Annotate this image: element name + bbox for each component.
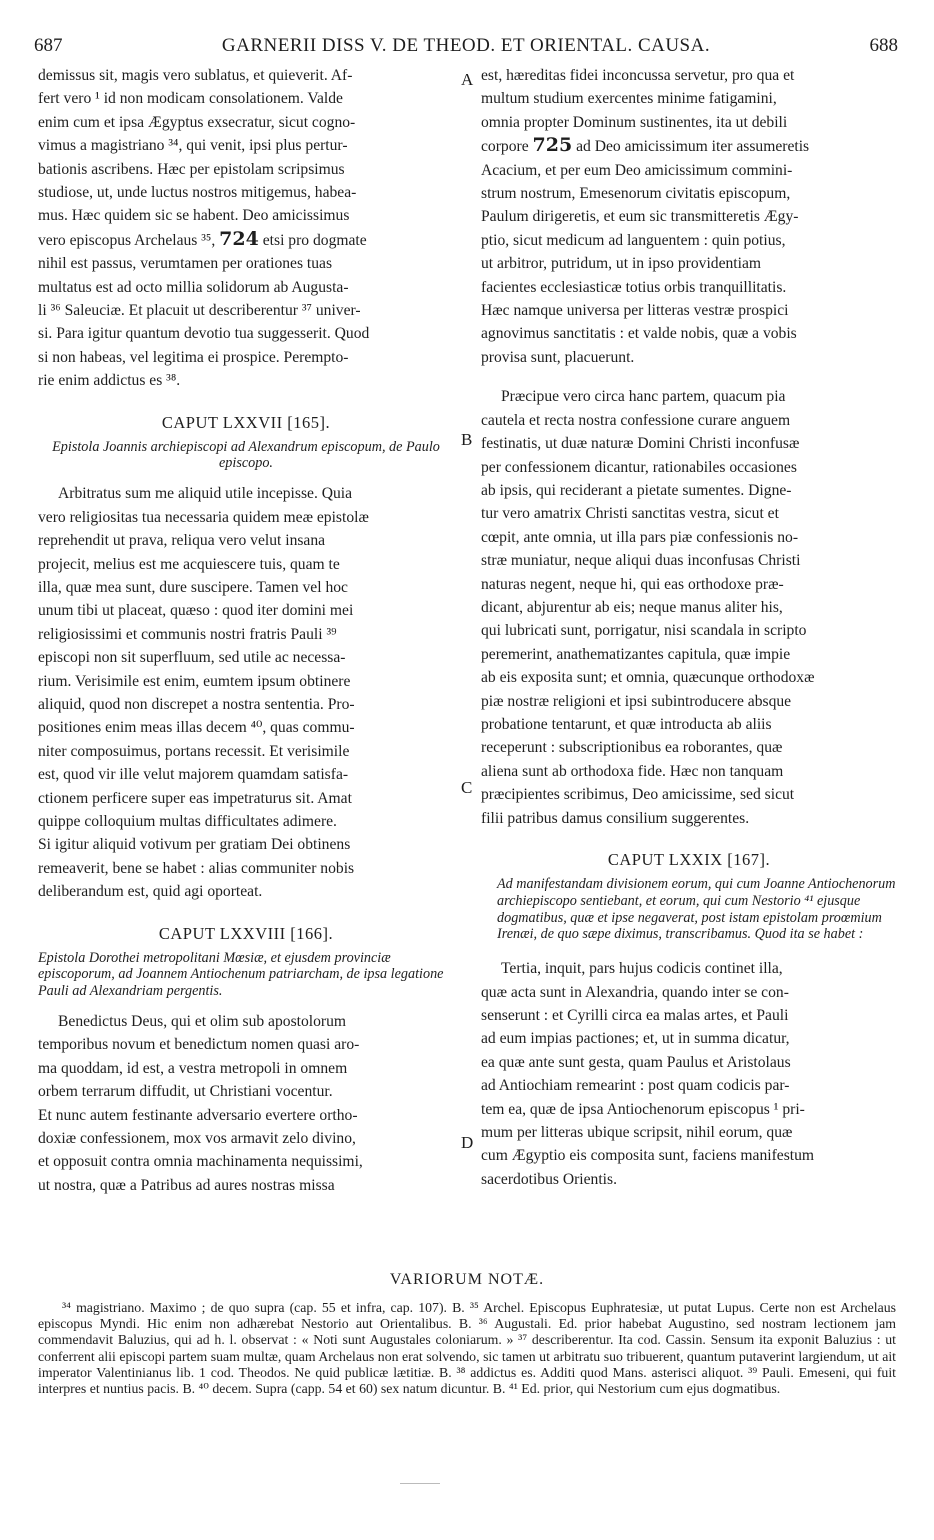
text-line: ctionem perficere super eas impetraturus sit. Amat bbox=[38, 789, 352, 807]
text-line: quippe colloquium multas difficultates adimere. bbox=[38, 812, 337, 830]
text-line: facientes ecclesiasticæ totius orbis tranquillitatis. bbox=[481, 278, 787, 296]
text-line: mum per litteras ubique scripsit, nihil eorum, quæ bbox=[481, 1124, 793, 1142]
text-line: et opposuit contra omnia machinamenta nequissimi, bbox=[38, 1153, 363, 1171]
footnotes bbox=[38, 1300, 896, 1397]
text-line: li ³⁶ Saleuciæ. Et placuit ut describerentur ³⁷ univer- bbox=[38, 302, 361, 320]
text-line: demissus sit, magis vero sublatus, et quieverit. Af- bbox=[38, 67, 353, 84]
text-line: deliberandum est, quid agi oporteat. bbox=[38, 883, 263, 901]
text-line: cautela et recta nostra confessione curare anguem bbox=[481, 411, 791, 429]
text-line: est, hæreditas fidei inconcussa servetur, pro qua et bbox=[481, 67, 795, 84]
text-line: projecit, melius est me acquiescere tuis, quam te bbox=[38, 555, 340, 573]
text-line: illa, quæ mea sunt, dure suscipere. Tamen vel hoc bbox=[38, 578, 348, 596]
text-line: Tertia, inquit, pars hujus codicis continet illa, bbox=[501, 960, 783, 978]
text-line: strum nostrum, Emesenorum civitatis episcopum, bbox=[481, 185, 791, 203]
text-line: ptio, sicut medicum ad languentem : quin potius, bbox=[481, 231, 786, 249]
text-line: multatus est ad octo millia solidorum ab Augusta- bbox=[38, 278, 349, 296]
page-number-left: 687 bbox=[34, 35, 63, 56]
text-line: tur vero amatrix Christi sanctitas vestra, sicut et bbox=[481, 505, 779, 523]
chapter-subtitle: Epistola Joannis archiepiscopi ad Alexandrum episcopum, de Paulo episcopo. bbox=[52, 438, 440, 472]
text-line bbox=[38, 228, 454, 252]
text-line: ad eum impias pactiones; et, ut in summa dicatur, bbox=[481, 1030, 790, 1048]
text-line: qui lubricati sunt, porrigatur, nisi scandala in scripto bbox=[481, 622, 807, 640]
margin-letter-b: B bbox=[461, 430, 473, 449]
text-line: cœpit, ante omnia, ut illa pars piæ confessionis no- bbox=[481, 528, 799, 546]
text-line: ut nostra, quæ a Patribus ad aures nostras missa bbox=[38, 1176, 335, 1194]
text-line: nihil est passus, verumtamen per orationes tuas bbox=[38, 255, 333, 273]
running-title: GARNERII DISS V. DE THEOD. ET ORIENTAL. CAUSA. bbox=[221, 35, 711, 56]
page-number-right: 688 bbox=[869, 35, 898, 56]
text-fragment: ad Deo amicissimum iter assumeretis bbox=[576, 138, 810, 156]
text-line: vimus a magistriano ³⁴, qui venit, ipsi plus pertur- bbox=[38, 137, 348, 155]
text-fragment: corpore bbox=[481, 138, 529, 156]
text-line: unum tibi ut placeat, quæso : quod iter domini mei bbox=[38, 602, 354, 620]
text-line: ab ipsis, qui reciderant a pietate sumentes. Digne- bbox=[481, 481, 792, 499]
left-column bbox=[38, 64, 454, 1197]
text-line: remeaverit, bene se habet : alias communiter nobis bbox=[38, 859, 355, 877]
text-line: ea quæ ante sunt gesta, quam Paulus et Aristolaus bbox=[481, 1053, 791, 1071]
text-line: multum studium exercentes minime fatigamini, bbox=[481, 90, 777, 108]
footnotes-text: ³⁴ magistriano. Maximo ; de quo supra (cap. 55 et infra, cap. 107). B. ³⁵ Archel. Episcopus Euphratesiæ, ut putat Lupus. Certe non est Archelaus episcopus Myndi. Hic enim non adhærebat Nestorio aut Orientalibus. B. ³⁶ Augustali. Ed. prior habebat Augustino, sed nostram lectionem jam commendavit Baluzius, qui ad h. l. observat : « Noti sunt Augustales coloniarum. » ³⁷ describerentur. Ita cod. Cassin. Sensum ita exponit Baluzius : ut conferrent alii episcopi partem suam multæ, quam Archelaus non erat solvendo, sic tamen ut arbitratu suo tribuerent, quantum putaverint largiendum, ut ait imperator Valentinianus lib. 1 cod. Theodos. Ne quid publicæ lætitiæ. B. ³⁸ addictus es. Additi quod Mans. asterisci aliquot. ³⁹ Pauli. Emeseni, qui fuit interpres et nuntius pacis. B. ⁴⁰ decem. Supra (capp. 54 et 60) sex natum dicuntur. B. ⁴¹ Ed. prior, qui Nestorium cum ejus dogmatibus. bbox=[38, 1300, 896, 1397]
text-line: ad Antiochiam remearint : post quam codicis par- bbox=[481, 1077, 790, 1095]
chapter-heading: CAPUT LXXIX [167]. bbox=[607, 850, 771, 869]
notes-title: VARIORUM NOTÆ. bbox=[389, 1271, 545, 1288]
text-line: ab eis exposita sunt; et omnia, quæcunque orthodoxæ bbox=[481, 669, 815, 687]
text-line: ut arbitror, putridum, ut in ipso providentiam bbox=[481, 255, 762, 273]
text-line: cum Ægyptio eis composita sunt, faciens manifestum bbox=[481, 1147, 815, 1165]
text-line: Si igitur aliquid votivum per gratiam Dei obtinens bbox=[38, 836, 351, 854]
text-line: positiones enim meas illas decem ⁴⁰, quas commu- bbox=[38, 719, 355, 737]
right-column bbox=[481, 64, 897, 1191]
text-line: probatione tentarunt, et quæ introducta ab aliis bbox=[481, 715, 772, 733]
text-line: præcipientes scribimus, Deo amicissime, sed sicut bbox=[481, 786, 795, 804]
text-line: Acacium, et per eum Deo amicissimum commini- bbox=[481, 161, 793, 179]
text-line: filii patribus damus consilium suggerentes. bbox=[481, 809, 750, 827]
text-line: si non habeas, vel legitima ei prospice. Perempto- bbox=[38, 348, 349, 366]
text-line: receperunt : subscriptionibus ea roborantes, quæ bbox=[481, 739, 783, 757]
text-line: sacerdotibus Orientis. bbox=[481, 1170, 617, 1188]
chapter-heading: CAPUT LXXVIII [166]. bbox=[158, 923, 334, 943]
text-line: temporibus novum et benedictum nomen quasi aro- bbox=[38, 1036, 360, 1054]
text-line: Præcipue vero circa hanc partem, quacum pia bbox=[501, 388, 786, 406]
text-line: fert vero ¹ id non modicam consolationem. Valde bbox=[38, 90, 343, 108]
text-line: Paulum dirigeretis, et eum sic transmitteretis Ægy- bbox=[481, 208, 799, 226]
text-line: quæ acta sunt in Alexandria, quando inter se con- bbox=[481, 983, 789, 1001]
text-line: vero religiositas tua necessaria quidem meæ epistolæ bbox=[38, 508, 369, 526]
page-rule bbox=[400, 1483, 440, 1484]
text-line: orbem terrarum diffudit, ut Christiani vocentur. bbox=[38, 1083, 333, 1101]
text-line: rium. Verisimile est enim, eumtem ipsum obtinere bbox=[38, 672, 351, 690]
text-line: festinatis, ut duæ naturæ Domini Christi inconfusæ bbox=[481, 435, 800, 453]
text-line: episcopi non sit superfluum, sed utile ac necessa- bbox=[38, 649, 346, 667]
running-header bbox=[34, 35, 898, 61]
text-line: religiosissimi et communis nostri fratris Pauli ³⁹ bbox=[38, 625, 337, 643]
text-line: peremerint, anathematizantes capitula, quæ impie bbox=[481, 645, 791, 663]
text-line: Et nunc autem festinante adversario evertere ortho- bbox=[38, 1106, 358, 1124]
text-line: mus. Hæc quidem sic se habent. Deo amicissimus bbox=[38, 207, 350, 225]
text-line: Arbitratus sum me aliquid utile incepisse. Quia bbox=[58, 485, 353, 503]
chapter-subtitle: Epistola Dorothei metropolitani Mœsiæ, et ejusdem provinciæ episcoporum, ad Joannem Antiochenum patriarcham, de ipsa legatione Pauli ad Alexandriam pergentis. bbox=[38, 949, 444, 1000]
margin-letter-a: A bbox=[461, 70, 474, 89]
text-line: niter composuimus, portans recessit. Et verisimile bbox=[38, 742, 350, 760]
text-line bbox=[481, 134, 897, 158]
text-line: reprehendit ut prava, reliqua vero velut insana bbox=[38, 532, 326, 550]
text-line: aliena sunt ab orthodoxa fide. Hæc non tanquam bbox=[481, 762, 784, 780]
text-line: Benedictus Deus, qui et olim sub apostolorum bbox=[58, 1012, 347, 1030]
text-line: agnovimus sanctitatis : et valde nobis, quæ a vobis bbox=[481, 325, 797, 343]
text-line: est, quod vir ille velut majorem quamdam satisfa- bbox=[38, 766, 349, 784]
chapter-heading: CAPUT LXXVII [165]. bbox=[161, 412, 331, 432]
margin-letter-d: D bbox=[461, 1133, 474, 1152]
text-line: stræ muniatur, neque aliqui duas inconfusas Christi bbox=[481, 552, 801, 570]
text-line: per confessionem dicantur, rationabiles occasiones bbox=[481, 458, 797, 476]
margin-letter-c: C bbox=[461, 778, 473, 797]
text-fragment: etsi pro dogmate bbox=[262, 231, 367, 249]
text-fragment: vero episcopus Archelaus ³⁵, bbox=[38, 231, 216, 249]
text-line: dicant, abjurentur ab eis; neque manus aliter his, bbox=[481, 598, 783, 616]
column-number-marker: 725 bbox=[532, 134, 573, 157]
text-line: bationis ascribens. Hæc per epistolam scripsimus bbox=[38, 160, 345, 178]
text-line: provisa sunt, placuerunt. bbox=[481, 348, 635, 366]
text-line: senserunt : et Cyrilli circa ea malas artes, et Pauli bbox=[481, 1007, 789, 1024]
text-line: tem ea, quæ de ipsa Antiochenorum episcopus ¹ pri- bbox=[481, 1100, 805, 1118]
text-line: piæ nostræ religioni et ipsi subintroducere absque bbox=[481, 692, 792, 710]
text-line: si. Para igitur quantum devotio tua suggesserit. Quod bbox=[38, 325, 370, 343]
text-line: doxiæ confessionem, mox vos armavit zelo divino, bbox=[38, 1130, 356, 1148]
text-line: omnia propter Dominum sustinentes, ita ut debili bbox=[481, 113, 788, 131]
column-number-marker: 724 bbox=[219, 227, 259, 250]
text-line: naturas negent, neque hi, qui eas orthodoxe præ- bbox=[481, 575, 784, 593]
text-line: ma quoddam, id est, a vestra metropoli in omnem bbox=[38, 1059, 348, 1077]
text-line: studiose, ut, unde luctus nostros mitigemus, habea- bbox=[38, 184, 357, 202]
text-line: rie enim addictus es ³⁸. bbox=[38, 372, 181, 390]
text-line: Hæc namque universa per litteras vestræ prospici bbox=[481, 302, 789, 320]
text-line: aliquid, quod non discrepet a nostra sententia. Pro- bbox=[38, 695, 355, 713]
chapter-subtitle: Ad manifestandam divisionem eorum, qui cum Joanne Antiochenorum archiepiscopo sentiebant, et eorum, qui cum Nestorio ⁴¹ ejusque dogmatibus, quæ et ipse negaverat, post istam epistolam proœmium Irenæi, de quo sæpe diximus, transcribamus. Quod ita se habet : bbox=[497, 876, 896, 943]
text-line: enim cum et ipsa Ægyptus exsecratur, sicut cogno- bbox=[38, 113, 356, 131]
